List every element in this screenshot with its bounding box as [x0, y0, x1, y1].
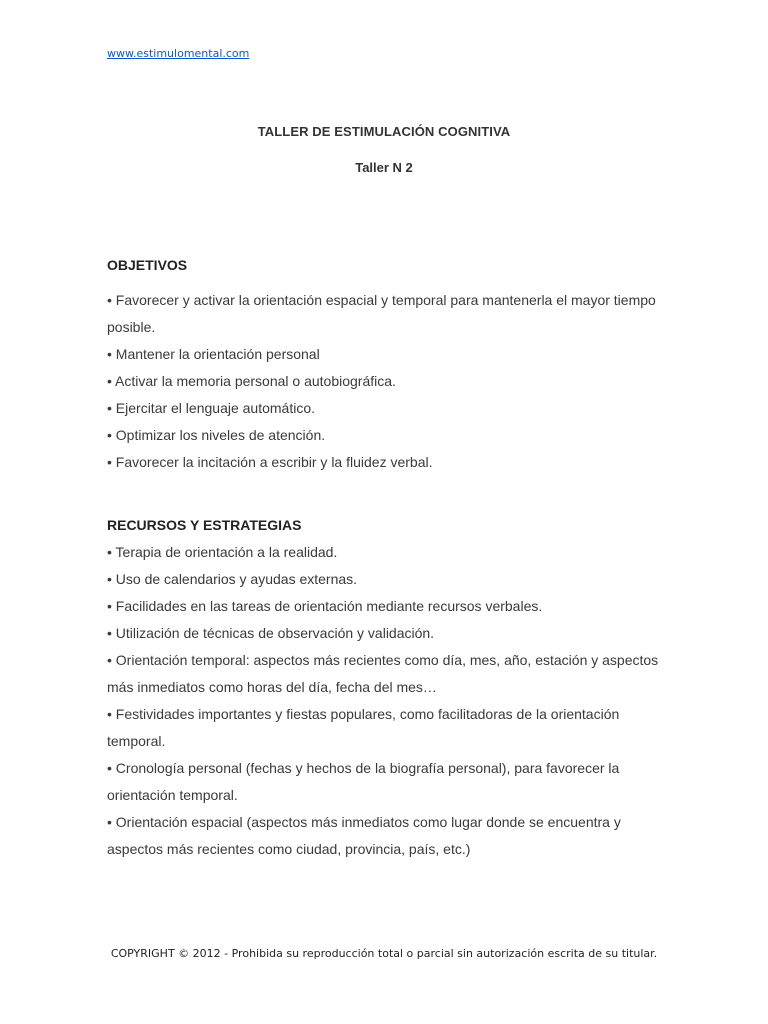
copyright-footer: COPYRIGHT © 2012 - Prohibida su reproducción total o parcial sin autorización escrita de su titular. [110, 947, 658, 960]
document-subtitle: Taller N 2 [355, 160, 413, 175]
recursos-heading: RECURSOS Y ESTRATEGIAS [107, 517, 302, 533]
objetivos-heading: OBJETIVOS [107, 257, 188, 273]
list-item: • Orientación temporal: aspectos más recientes como día, mes, año, estación y aspectos más inmediatos como horas del día, fecha del mes… [107, 652, 659, 695]
list-item: • Mantener la orientación personal [107, 346, 320, 362]
list-item: • Activar la memoria personal o autobiográfica. [107, 373, 396, 389]
list-item: • Cronología personal (fechas y hechos de la biografía personal), para favorecer la orientación temporal. [107, 760, 620, 803]
document-title: TALLER DE ESTIMULACIÓN COGNITIVA [257, 124, 511, 139]
recursos-list [107, 539, 672, 863]
list-item: • Ejercitar el lenguaje automático. [107, 400, 316, 416]
list-item: • Festividades importantes y fiestas populares, como facilitadoras de la orientación temporal. [107, 706, 620, 749]
website-link[interactable]: www.estimulomental.com [107, 47, 250, 60]
list-item: • Utilización de técnicas de observación y validación. [107, 625, 435, 641]
list-item: • Uso de calendarios y ayudas externas. [107, 571, 358, 587]
objetivos-list [107, 287, 672, 476]
list-item: • Favorecer y activar la orientación espacial y temporal para mantenerla el mayor tiempo posible. [107, 292, 656, 335]
list-item: • Favorecer la incitación a escribir y la fluidez verbal. [107, 454, 433, 470]
list-item: • Optimizar los niveles de atención. [107, 427, 326, 443]
list-item: • Orientación espacial (aspectos más inmediatos como lugar donde se encuentra y aspectos más recientes como ciudad, provincia, país, etc.) [107, 814, 621, 857]
list-item: • Facilidades en las tareas de orientación mediante recursos verbales. [107, 598, 543, 614]
list-item: • Terapia de orientación a la realidad. [107, 544, 338, 560]
